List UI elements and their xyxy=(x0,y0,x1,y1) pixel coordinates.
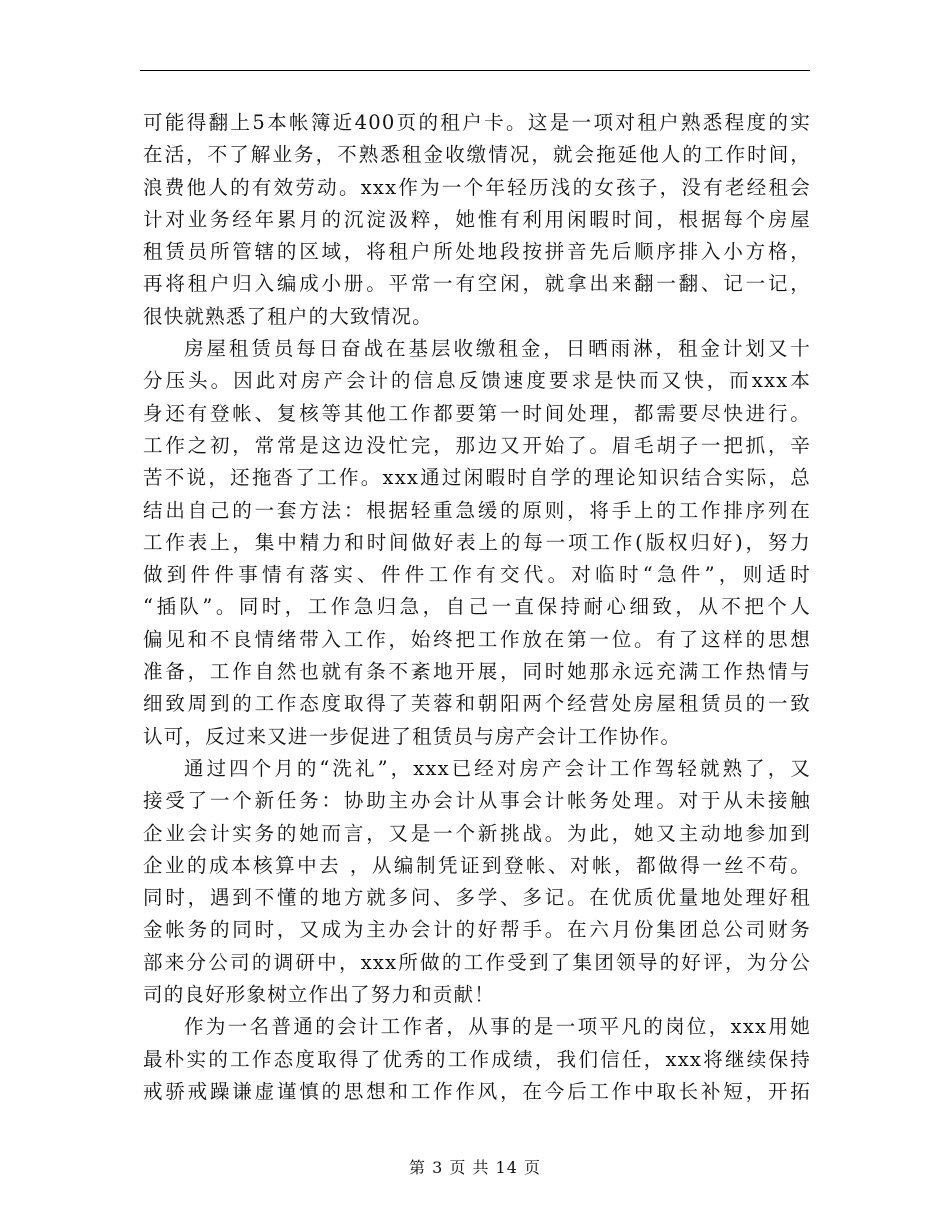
text-line: 部来分公司的调研中，xxx所做的工作受到了集团领导的好评，为分公 xyxy=(143,950,811,974)
text-line: 细致周到的工作态度取得了芙蓉和朝阳两个经营处房屋租赁员的一致 xyxy=(143,692,811,716)
text-line: 很快就熟悉了租户的大致情况。 xyxy=(143,304,433,328)
text-line: 戒骄戒躁谦虚谨慎的思想和工作作风，在今后工作中取长补短，开拓 xyxy=(143,1079,811,1103)
text-line: 身还有登帐、复核等其他工作都要第一时间处理，都需要尽快进行。 xyxy=(143,401,811,425)
text-line: 准备，工作自然也就有条不紊地开展，同时她那永远充满工作热情与 xyxy=(143,660,811,684)
text-line: 企业会计实务的她而言，又是一个新挑战。为此，她又主动地参加到 xyxy=(143,821,811,845)
text-line: 认可，反过来又进一步促进了租赁员与房产会计工作协作。 xyxy=(143,724,682,748)
text-line: 接受了一个新任务：协助主办会计从事会计帐务处理。对于从未接触 xyxy=(143,789,811,813)
text-line: 在活，不了解业务，不熟悉租金收缴情况，就会拖延他人的工作时间， xyxy=(143,143,811,167)
paragraph-first-line: 房屋租赁员每日奋战在基层收缴租金，日晒雨淋，租金计划又十 xyxy=(184,337,811,361)
paragraph-first-line: 作为一名普通的会计工作者，从事的是一项平凡的岗位，xxx用她 xyxy=(184,1015,811,1039)
text-line: 工作表上，集中精力和时间做好表上的每一项工作(版权归好)，努力 xyxy=(143,530,811,554)
text-line: 结出自己的一套方法：根据轻重急缓的原则，将手上的工作排序列在 xyxy=(143,498,811,522)
page-footer xyxy=(0,1155,950,1178)
text-line: 偏见和不良情绪带入工作，始终把工作放在第一位。有了这样的思想 xyxy=(143,627,811,651)
text-line: 同时，遇到不懂的地方就多问、多学、多记。在优质优量地处理好租 xyxy=(143,886,811,910)
text-line: 分压头。因此对房产会计的信息反馈速度要求是快而又快，而xxx本 xyxy=(143,369,811,393)
page-number: 第 3 页 共 14 页 xyxy=(409,1158,541,1177)
text-line: 工作之初，常常是这边没忙完，那边又开始了。眉毛胡子一把抓，辛 xyxy=(143,433,811,457)
document-body xyxy=(143,107,811,1108)
text-line: 再将租户归入编成小册。平常一有空闲，就拿出来翻一翻、记一记， xyxy=(143,272,811,296)
text-line: 做到件件事情有落实、件件工作有交代。对临时“急件”，则适时 xyxy=(143,563,811,587)
text-line: 可能得翻上5本帐簿近400页的租户卡。这是一项对租户熟悉程度的实 xyxy=(143,111,811,134)
header-rule xyxy=(140,70,810,71)
text-line: 最朴实的工作态度取得了优秀的工作成绩，我们信任，xxx将继续保持 xyxy=(143,1047,811,1071)
text-line: 浪费他人的有效劳动。xxx作为一个年轻历浅的女孩子，没有老经租会 xyxy=(143,175,811,199)
paragraph-first-line: 通过四个月的“洗礼”，xxx已经对房产会计工作驾轻就熟了，又 xyxy=(184,756,811,780)
text-line: “插队”。同时，工作急归急，自己一直保持耐心细致，从不把个人 xyxy=(143,595,811,619)
text-line: 计对业务经年累月的沉淀汲粹，她惟有利用闲暇时间，根据每个房屋 xyxy=(143,207,811,231)
text-line: 金帐务的同时，又成为主办会计的好帮手。在六月份集团总公司财务 xyxy=(143,918,811,942)
text-line: 司的良好形象树立作出了努力和贡献！ xyxy=(143,983,495,1007)
text-line: 企业的成本核算中去 ，从编制凭证到登帐、对帐，都做得一丝不苟。 xyxy=(143,853,811,877)
text-line: 租赁员所管辖的区域，将租户所处地段按拼音先后顺序排入小方格， xyxy=(143,240,811,264)
text-line: 苦不说，还拖沓了工作。xxx通过闲暇时自学的理论知识结合实际，总 xyxy=(143,466,811,490)
